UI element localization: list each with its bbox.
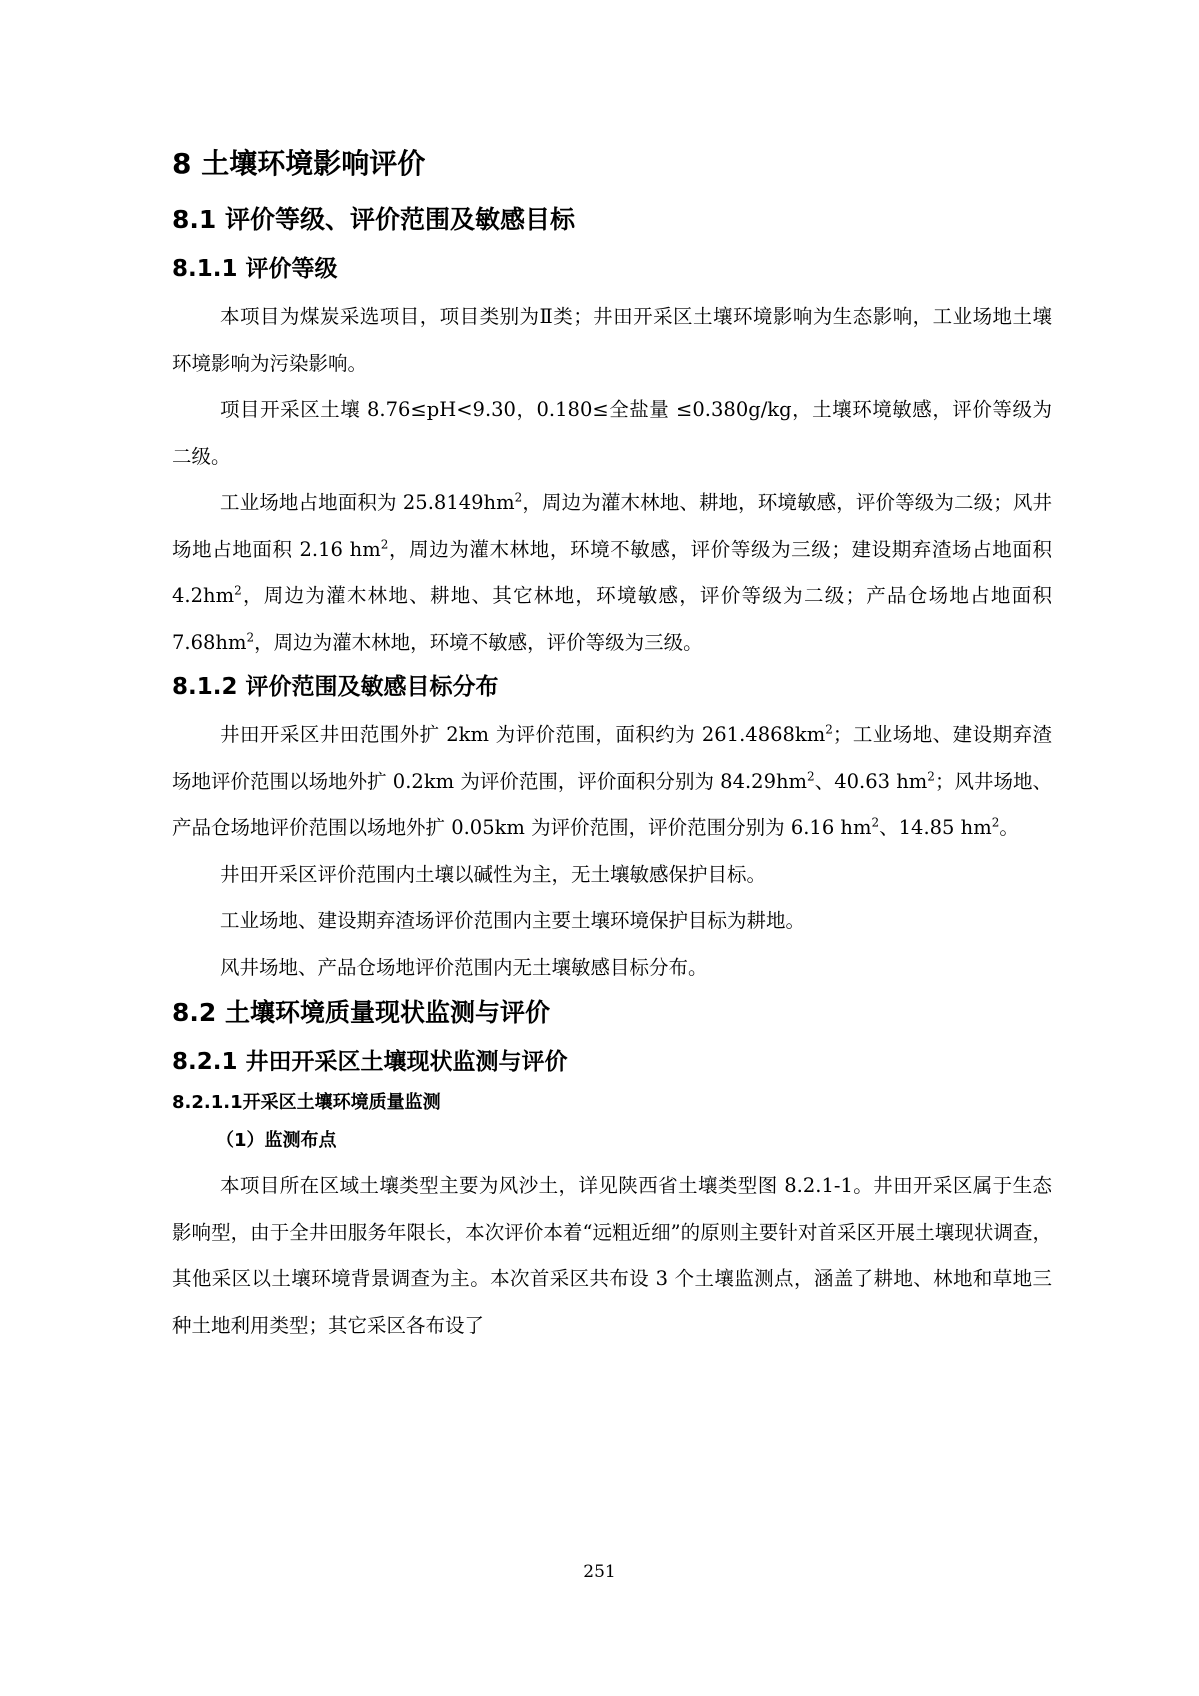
paragraph-evaluation-range: 井田开采区井田范围外扩 2km 为评价范围，面积约为 $261.4868km^2$；工业场地、建设期弃渣场地评价范围以场地外扩 0.2km 为评价范围，评价面积分别为 $84.29hm^2$、40.63 $hm^2$；风井场地、产品仓场地评价范围以场地外扩 0.05km 为评价范围，评价范围分别为 6.16 $hm^2$、14.85 $hm^2$。	[172, 722, 1052, 839]
subsection-heading-8-1-1: 8.1.1 评价等级	[172, 256, 338, 282]
item-heading-monitoring-points: （1）监测布点	[216, 1130, 337, 1151]
page-number: 251	[583, 1562, 616, 1582]
paragraph-soil-ph: 项目开采区土壤 8.76≤pH<9.30，0.180≤全盐量 ≤0.380g/kg，土壤环境敏感，评价等级为二级。	[172, 398, 1052, 468]
paragraph-project-category: 本项目为煤炭采选项目，项目类别为Ⅱ类；井田开采区土壤环境影响为生态影响，工业场地土壤环境影响为污染影响。	[172, 305, 1052, 375]
subsubsection-heading-8-2-1-1: 8.2.1.1开采区土壤环境质量监测	[172, 1092, 441, 1113]
subsection-heading-8-2-1: 8.2.1 井田开采区土壤现状监测与评价	[172, 1049, 568, 1075]
paragraph-soil-type: 本项目所在区域土壤类型主要为风沙土，详见陕西省土壤类型图 8.2.1-1。井田开采区属于生态影响型，由于全井田服务年限长，本次评价本着“远粗近细”的原则主要针对首采区开展土壤现状调查，其他采区以土壤环境背景调查为主。本次首采区共布设 3 个土壤监测点，涵盖了耕地、林地和草地三种土地利用类型；其它采区各布设了	[172, 1174, 1052, 1337]
subsection-heading-8-1-2: 8.1.2 评价范围及敏感目标分布	[172, 674, 499, 700]
paragraph-mining-area-target: 井田开采区评价范围内土壤以碱性为主，无土壤敏感保护目标。	[220, 862, 767, 886]
paragraph-industrial-site-target: 工业场地、建设期弃渣场评价范围内主要土壤环境保护目标为耕地。	[220, 909, 806, 932]
paragraph-site-areas: 工业场地占地面积为 $25.8149hm^2$，周边为灌木林地、耕地，环境敏感，评价等级为二级；风井场地占地面积 2.16 $hm^2$，周边为灌木林地，环境不敏感，评价等级为三级；建设期弃渣场占地面积 $4.2hm^2$，周边为灌木林地、耕地、其它林地，环境敏感，评价等级为二级；产品仓场地占地面积 $7.68hm^2$，周边为灌木林地，环境不敏感，评价等级为三级。	[172, 490, 1052, 654]
page-content	[172, 142, 1052, 1349]
section-heading-8-1: 8.1 评价等级、评价范围及敏感目标	[172, 205, 575, 234]
paragraph-shaft-site-target: 风井场地、产品仓场地评价范围内无土壤敏感目标分布。	[220, 955, 708, 979]
section-heading-8-2: 8.2 土壤环境质量现状监测与评价	[172, 998, 550, 1027]
chapter-heading: 8 土壤环境影响评价	[172, 147, 426, 180]
